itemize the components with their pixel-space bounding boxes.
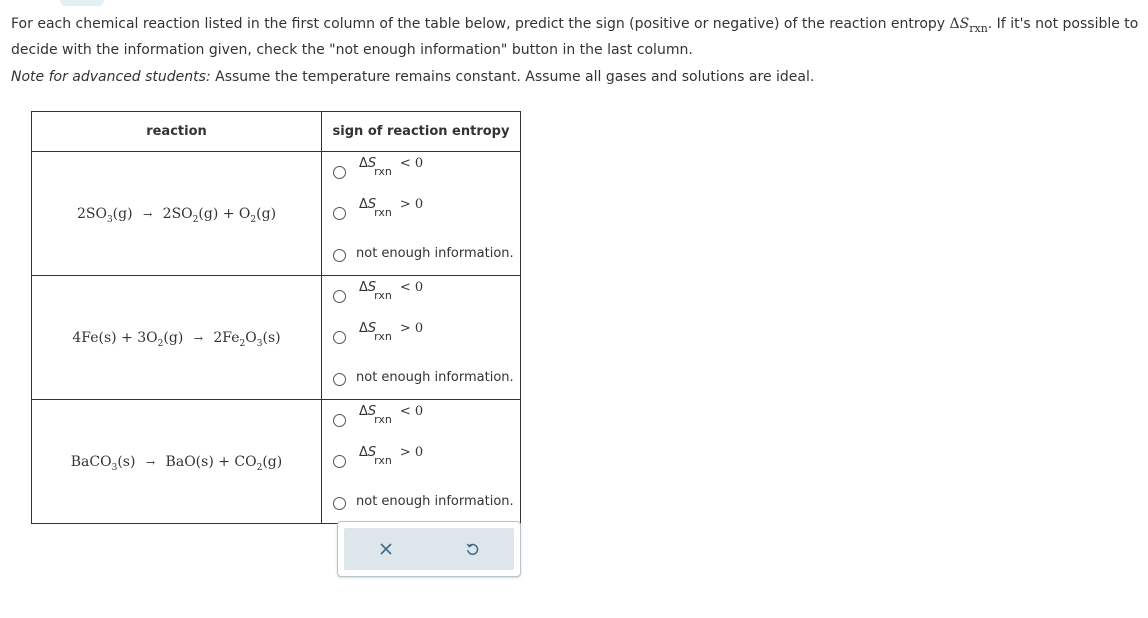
radio-button[interactable] xyxy=(333,166,346,179)
radio-button[interactable] xyxy=(333,414,346,427)
options-3 xyxy=(322,400,521,524)
option-negative-3[interactable]: $\Delta S_{rxn}< 0$ xyxy=(322,400,520,441)
reaction-table xyxy=(31,111,521,524)
radio-button[interactable] xyxy=(333,207,346,220)
reaction-equation-2: $4Fe(s) + 3O_2(g) \to 2Fe_2O_3(s)$ xyxy=(32,276,322,400)
reaction-arrow-icon: → xyxy=(143,207,153,221)
option-positive-1[interactable]: $\Delta S_{rxn}> 0$ xyxy=(322,193,520,234)
radio-button[interactable] xyxy=(333,249,346,262)
reaction-equation-1: $2SO_3(g) \to 2SO_2(g) + O_2(g)$ xyxy=(32,152,322,276)
close-icon xyxy=(379,542,393,556)
instructions-line2: decide with the information given, check the "not enough information" button in the last column. xyxy=(11,42,693,58)
option-positive-2[interactable]: $\Delta S_{rxn}> 0$ xyxy=(322,317,520,358)
undo-icon xyxy=(465,542,480,557)
entropy-symbol: $\Delta S_{rxn}$ xyxy=(949,16,988,35)
advanced-note xyxy=(11,67,814,87)
reaction-arrow-icon: → xyxy=(145,455,156,469)
instructions-text xyxy=(11,11,1148,63)
radio-button[interactable] xyxy=(333,373,346,386)
clear-button[interactable] xyxy=(366,536,406,562)
option-positive-3[interactable]: $\Delta S_{rxn}> 0$ xyxy=(322,441,520,482)
radio-button[interactable] xyxy=(333,331,346,344)
header-sign: sign of reaction entropy xyxy=(322,112,521,152)
reaction-arrow-icon: → xyxy=(193,331,203,345)
table-row xyxy=(32,400,521,524)
options-1 xyxy=(322,152,521,276)
instructions-line1-start: For each chemical reaction listed in the first column of the table below, predict the sign (positive or negative) of the reaction entropy xyxy=(11,16,946,32)
table-row xyxy=(32,276,521,400)
radio-button[interactable] xyxy=(333,497,346,510)
top-tab-hint xyxy=(60,0,104,6)
option-not-enough-2[interactable]: not enough information. xyxy=(322,358,520,399)
option-negative-2[interactable]: $\Delta S_{rxn}< 0$ xyxy=(322,276,520,317)
note-label: Note for advanced students: xyxy=(11,69,211,85)
option-not-enough-1[interactable]: not enough information. xyxy=(322,234,520,275)
instructions-line1-end: . If it's not possible to xyxy=(987,16,1139,32)
table-row xyxy=(32,152,521,276)
options-2 xyxy=(322,276,521,400)
header-reaction: reaction xyxy=(32,112,322,152)
reaction-equation-3: BaCO$_3$(s) → $BaO(s) + CO_2(g)$ xyxy=(32,400,322,524)
note-text: Assume the temperature remains constant. Assume all gases and solutions are ideal. xyxy=(215,69,815,85)
action-bar xyxy=(344,528,514,570)
undo-button[interactable] xyxy=(452,536,492,562)
radio-button[interactable] xyxy=(333,290,346,303)
option-not-enough-3[interactable]: not enough information. xyxy=(322,482,520,523)
option-negative-1[interactable]: $\Delta S_{rxn}< 0$ xyxy=(322,152,520,193)
answer-actions xyxy=(337,521,521,577)
radio-button[interactable] xyxy=(333,455,346,468)
